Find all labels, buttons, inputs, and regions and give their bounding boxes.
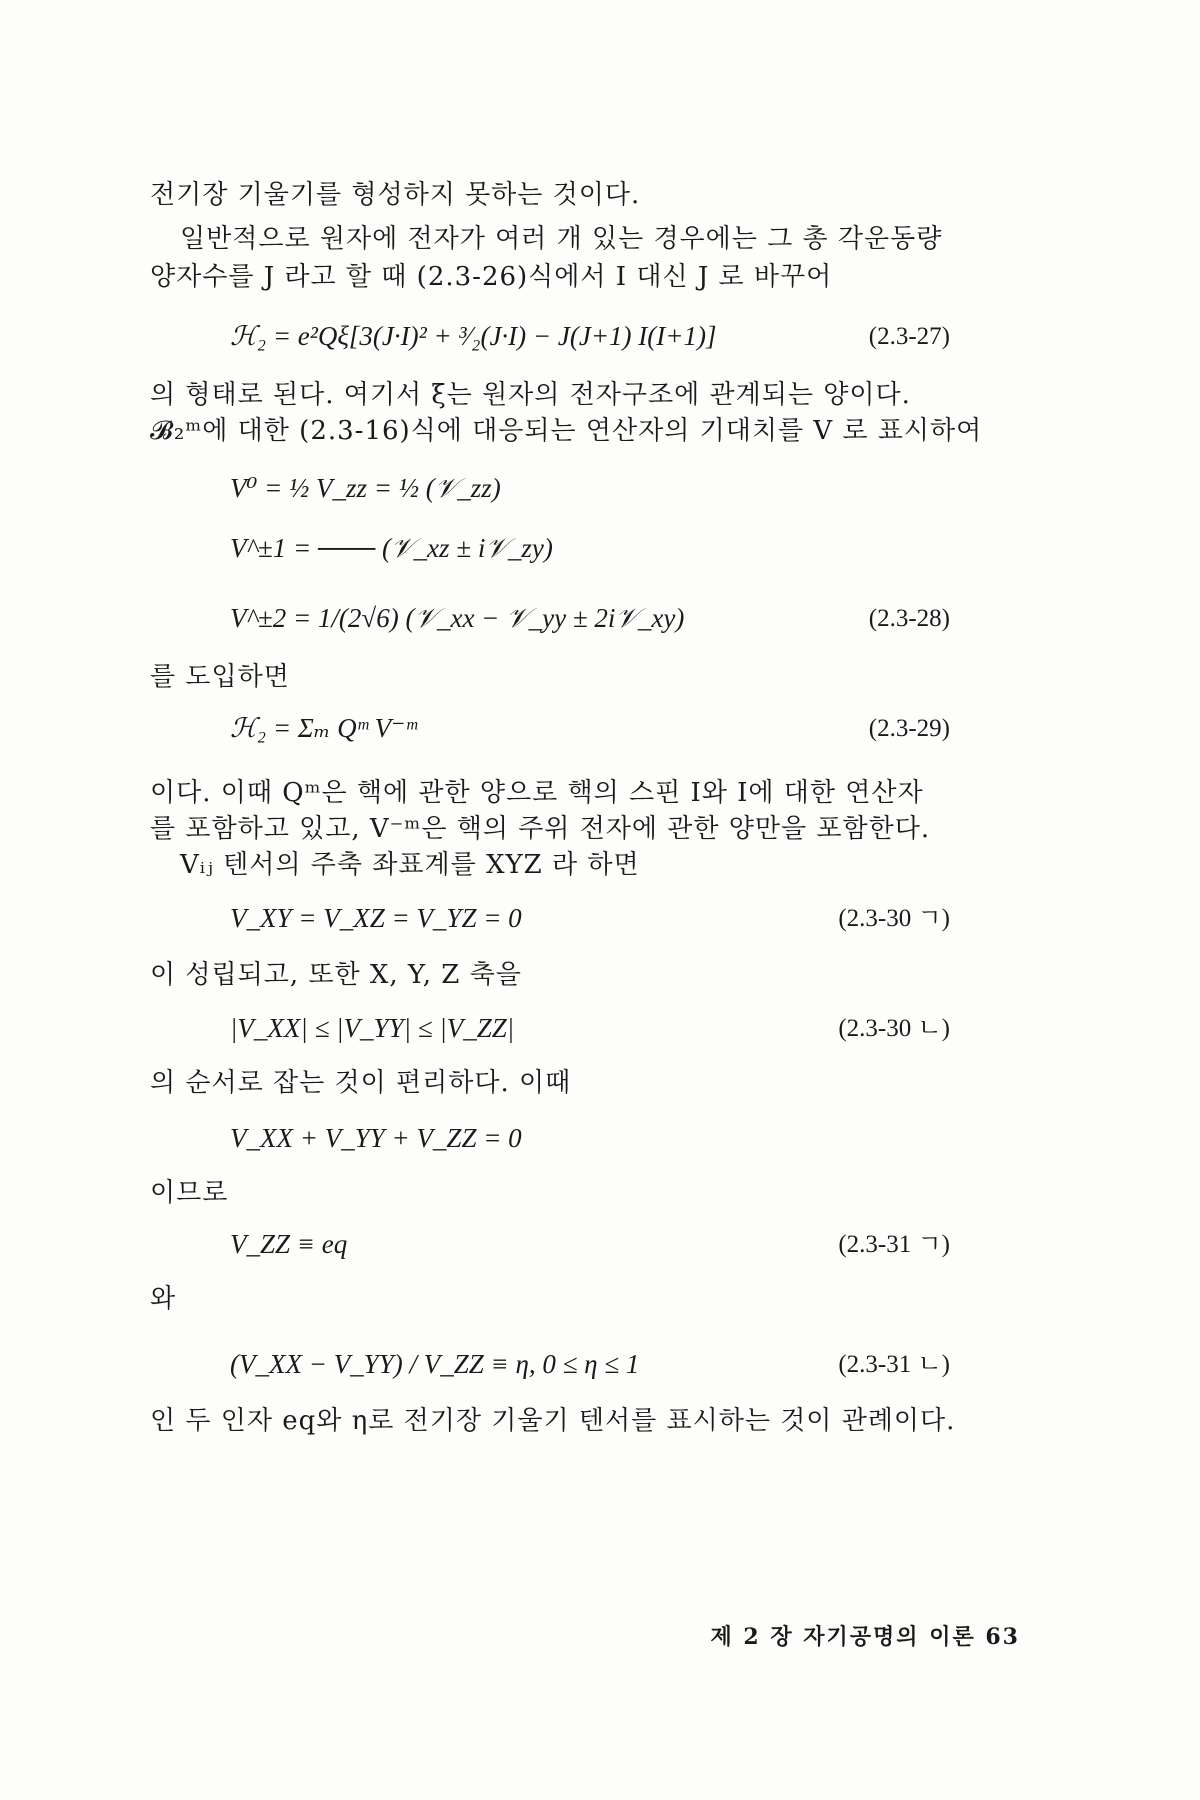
text-line-1: 전기장 기울기를 형성하지 못하는 것이다. [150,180,641,210]
equation-2-3-27: ℋ₂ = e²Qξ[3(J·I)² + ³⁄₂(J·I) − J(J+1) I(I+1)] [230,321,717,351]
text-line-10: 이 성립되고, 또한 X, Y, Z 축을 [150,960,522,990]
equation-2-3-29: ℋ₂ = Σₘ Qᵐ V⁻ᵐ [230,713,417,743]
equation-number-2-3-31-b: (2.3-31 ㄴ) [838,1351,950,1378]
text-line-14: 인 두 인자 eq와 η로 전기장 기울기 텐서를 표시하는 것이 관례이다. [150,1406,956,1436]
text-line-9: Vᵢⱼ 텐서의 주축 좌표계를 XYZ 라 하면 [180,850,640,880]
equation-2-3-30-b: |V_XX| ≤ |V_YY| ≤ |V_ZZ| [230,1013,515,1043]
equation-2-3-30-a: V_XY = V_XZ = V_YZ = 0 [230,903,522,933]
equation-number-2-3-27: (2.3-27) [868,323,950,350]
page-footer: 제 2 장 자기공명의 이론 63 [710,1624,1020,1650]
equation-number-2-3-31-a: (2.3-31 ㄱ) [838,1231,950,1258]
text-line-4: 의 형태로 된다. 여기서 ξ는 원자의 전자구조에 관계되는 양이다. [150,380,911,410]
text-line-2: 일반적으로 원자에 전자가 여러 개 있는 경우에는 그 총 각운동량 [180,224,943,254]
text-line-5: 𝓑₂ᵐ에 대한 (2.3-16)식에 대응되는 연산자의 기대치를 V 로 표시하여 [150,416,983,446]
equation-number-2-3-30-a: (2.3-30 ㄱ) [838,905,950,932]
text-line-6: 를 도입하면 [150,662,290,692]
equation-number-2-3-30-b: (2.3-30 ㄴ) [838,1015,950,1042]
equation-number-2-3-28: (2.3-28) [868,605,950,632]
text-line-12: 이므로 [150,1178,229,1208]
text-line-7: 이다. 이때 Qᵐ은 핵에 관한 양으로 핵의 스핀 I와 I에 대한 연산자 [150,778,924,808]
text-line-3: 양자수를 J 라고 할 때 (2.3-26)식에서 I 대신 J 로 바꾸어 [150,262,833,292]
text-line-13: 와 [150,1284,177,1314]
equation-2-3-28-a: V⁰ = ½ V_zz = ½ (𝒱_zz) [230,473,501,503]
equation-2-3-28-b: V^±1 = ─── (𝒱_xz ± i𝒱_zy) [230,533,553,563]
text-line-11: 의 순서로 잡는 것이 편리하다. 이때 [150,1068,572,1098]
text-line-8: 를 포함하고 있고, V⁻ᵐ은 핵의 주위 전자에 관한 양만을 포함한다. [150,814,931,844]
equation-2-3-31-a: V_ZZ ≡ eq [230,1229,348,1259]
equation-2-3-31-b: (V_XX − V_YY) / V_ZZ ≡ η, 0 ≤ η ≤ 1 [230,1349,640,1379]
equation-2-3-30-c: V_XX + V_YY + V_ZZ = 0 [230,1123,522,1153]
equation-2-3-28-c: V^±2 = 1/(2√6) (𝒱_xx − 𝒱_yy ± 2i𝒱_xy) [230,603,685,633]
equation-number-2-3-29: (2.3-29) [868,715,950,742]
